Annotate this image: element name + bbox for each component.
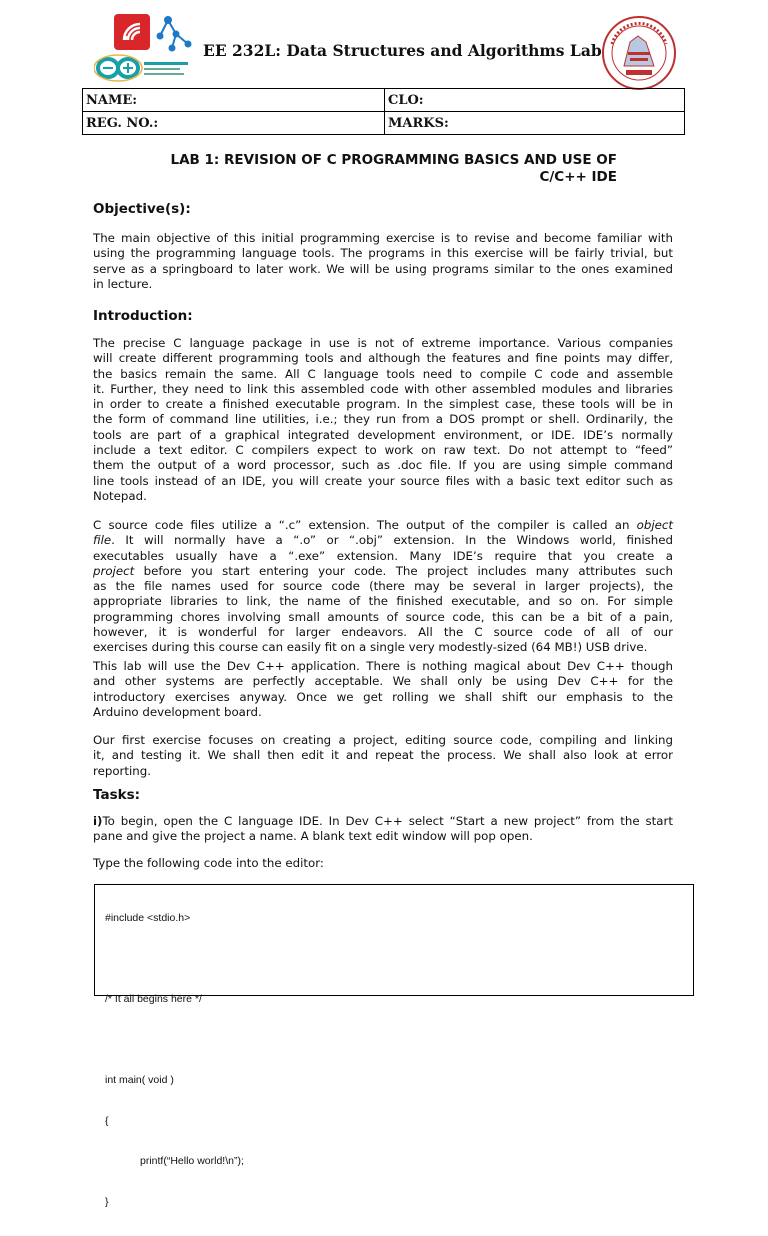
text-line: The main objective of this initial programming exercise is to revise and become familiar with [93,231,673,245]
text-line: introductory exercises anyway. Once we get rolling we shall shift our emphasis to the [93,689,673,704]
text-line: it. Further, they need to link this assembled code with other assembled modules and libraries [93,381,673,396]
text-line: Our first exercise focuses on creating a project, editing source code, compiling and linking [93,733,673,747]
type-prompt: Type the following code into the editor: [93,856,324,870]
text-line: line tools instead of an IDE, you will create your source files with a basic text editor such as [93,473,673,488]
university-seal-icon [600,14,678,92]
text-line: This lab will use the Dev C++ application. There is nothing magical about Dev C++ though [93,659,673,673]
objective-paragraph [93,231,673,292]
code-line: /* It all begins here */ [105,993,202,1005]
text-line: and other systems are perfectly acceptable. We shall only be using Dev C++ for the [93,674,673,689]
table-row [83,112,685,135]
text-fragment: C source code files utilize a “.c” extension. The output of the compiler is called an [93,518,637,532]
text-line: pane and give the project a name. A blank text edit window will pop open. [93,829,533,844]
text-line: using the programming language tools. The programs in this exercise will be fairly trivial, but [93,246,673,261]
task-1-paragraph [93,814,673,845]
intro-paragraph-1 [93,336,673,504]
header-logos [92,12,202,92]
lab-title-line: LAB 1: REVISION OF C PROGRAMMING BASICS AND USE OF [170,152,617,168]
text-line: The precise C language package in use is not of extreme importance. Various companies [93,336,673,350]
lab-title-line: C/C++ IDE [539,169,617,185]
text-line: Arduino development board. [93,704,262,719]
code-line: { [105,1114,109,1127]
lab-title [93,152,617,186]
code-line: #include <stdio.h> [105,912,191,924]
intro-paragraph-4 [93,733,673,779]
text-fragment: To begin, open the C language IDE. In Dev C++ select “Start a new project” from the start [102,814,673,828]
text-line: include a text editor. C compilers expect to work on raw text. Do not attempt to “feed” [93,443,673,458]
code-line: } [105,1195,109,1208]
intro-paragraph-3 [93,659,673,720]
text-line: the form of command line utilities, i.e.; they run from a DOS prompt or shell. Ordinarily, the [93,412,673,427]
text-line [93,814,673,829]
text-line: them the output of a word processor, such as .doc file. If you are using simple command [93,458,673,473]
code-text [105,885,244,1236]
text-line [93,533,673,548]
network-tree-logo-icon [154,14,194,54]
emphasis-text: file [93,533,112,548]
code-block [94,884,694,1208]
text-line: in order to create a finished executable program. In the simplest case, these tools will be in [93,397,673,412]
text-line [93,518,673,533]
text-line: it, and testing it. We shall then edit it and repeat the process. We shall also look at error [93,748,673,763]
code-line: printf(“Hello world!\n”); [105,1155,244,1167]
emphasis-text: project [93,563,135,578]
objective-heading: Objective(s): [93,201,191,217]
emphasis-text: object [636,518,673,532]
text-fragment: before you start entering your code. The project includes many attributes such [134,563,673,578]
text-line: serve as a springboard to later work. We will be using programs similar to the ones examined [93,261,673,276]
intro-paragraph-2 [93,518,673,656]
text-line [93,564,673,579]
task-label: i) [93,814,103,828]
text-line: executables usually have a “.exe” extension. Many IDE’s require that you create a [93,548,673,563]
clo-cell[interactable]: CLO: [385,89,685,112]
code-line: int main( void ) [105,1074,174,1086]
tasks-heading: Tasks: [93,787,141,803]
introduction-heading: Introduction: [93,308,193,324]
code-line [105,1034,244,1048]
text-line: as the file names used for source code (there may be several in larger projects), the [93,579,673,594]
table-row [83,89,685,112]
espressif-logo-icon [114,14,150,50]
text-line: programming chores involving small amounts of source code, this can be a bit of a pain, [93,609,673,624]
course-title: EE 232L: Data Structures and Algorithms Lab [203,41,602,60]
text-line: will create different programming tools and although the features and fine points may differ, [93,351,673,366]
text-line: exercises during this course can easily fit on a single very modestly-sized (64 MB!) USB drive. [93,640,648,655]
text-line: the basics remain the same. All C language tools need to compile C code and assemble [93,366,673,381]
student-info-table [82,88,685,135]
text-line: tools are part of a graphical integrated development environment, or IDE. IDE’s normally [93,427,673,442]
text-line: however, it is wonderful for larger endeavors. All the C source code of all of our [93,625,673,640]
name-cell[interactable]: NAME: [83,89,385,112]
text-fragment: . It will normally have a “.o” or “.obj” extension. In the Windows world, finished [111,533,673,548]
arduino-logo-icon [94,54,194,90]
text-line: appropriate libraries to link, the name of the finished executable, and so on. For simple [93,594,673,609]
text-line: in lecture. [93,276,153,291]
marks-cell[interactable]: MARKS: [385,112,685,135]
text-line: Notepad. [93,488,147,503]
text-line: reporting. [93,763,152,778]
reg-no-cell[interactable]: REG. NO.: [83,112,385,135]
code-line [105,953,244,967]
